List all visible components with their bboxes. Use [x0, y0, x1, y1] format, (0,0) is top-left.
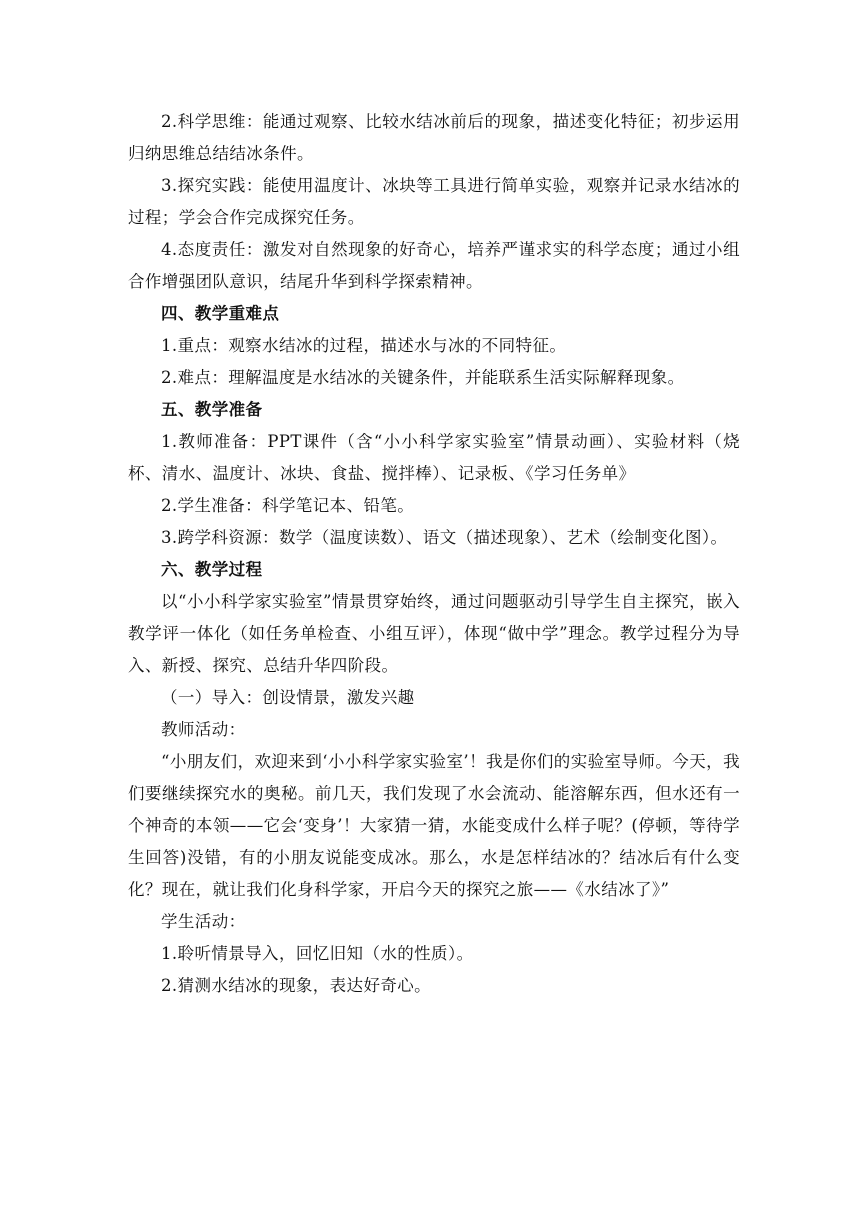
paragraph-process-overview: 以“小小科学家实验室”情景贯穿始终，通过问题驱动引导学生自主探究，嵌入教学评一体化（如任务单检查、小组互评），体现“做中学”理念。教学过程分为导入、新授、探究、总结升华四阶段。 — [128, 592, 740, 675]
section-heading-preparation: 五、教学准备 — [161, 400, 263, 419]
subheading-introduction: （一）导入：创设情景，激发兴趣 — [161, 688, 415, 707]
list-item-student-activity-2: 2.猜测水结冰的现象，表达好奇心。 — [161, 976, 432, 995]
paragraph-interdisciplinary-resources: 3.跨学科资源：数学（温度读数）、语文（描述现象）、艺术（绘制变化图）。 — [161, 528, 728, 547]
paragraph-difficult-point: 2.难点：理解温度是水结冰的关键条件，并能联系生活实际解释现象。 — [161, 368, 685, 387]
paragraph-student-preparation: 2.学生准备：科学笔记本、铅笔。 — [161, 496, 415, 515]
paragraph-teacher-speech: “小朋友们，欢迎来到‘小小科学家实验室’！我是你们的实验室导师。今天，我们要继续探究水的奥秘。前几天，我们发现了水会流动、能溶解东西，但水还有一个神奇的本领——它会‘变身’！大家猜一猜，水能变成什么样子呢？(停顿，等待学生回答)没错，有的小朋友说能变成冰。那么，水是怎样结冰的？结冰后有什么变化？现在，就让我们化身科学家，开启今天的探究之旅——《水结冰了》” — [128, 752, 740, 899]
paragraph-teacher-preparation: 1.教师准备：PPT课件（含“小小科学家实验室”情景动画）、实验材料（烧杯、清水、温度计、冰块、食盐、搅拌棒）、记录板、《学习任务单》 — [128, 432, 740, 483]
paragraph-goal-inquiry-practice: 3.探究实践：能使用温度计、冰块等工具进行简单实验，观察并记录水结冰的过程；学会合作完成探究任务。 — [128, 176, 740, 227]
paragraph-goal-attitude-responsibility: 4.态度责任：激发对自然现象的好奇心，培养严谨求实的科学态度；通过小组合作增强团队意识，结尾升华到科学探索精神。 — [128, 240, 740, 291]
section-heading-teaching-process: 六、教学过程 — [161, 560, 263, 579]
label-student-activity: 学生活动： — [161, 912, 246, 931]
section-heading-key-points: 四、教学重难点 — [161, 304, 280, 323]
document-body — [128, 106, 740, 1002]
list-item-student-activity-1: 1.聆听情景导入，回忆旧知（水的性质）。 — [161, 944, 474, 963]
paragraph-goal-scientific-thinking: 2.科学思维：能通过观察、比较水结冰前后的现象，描述变化特征；初步运用归纳思维总结结冰条件。 — [128, 112, 740, 163]
paragraph-key-point: 1.重点：观察水结冰的过程，描述水与冰的不同特征。 — [161, 336, 567, 355]
label-teacher-activity: 教师活动： — [161, 720, 246, 739]
